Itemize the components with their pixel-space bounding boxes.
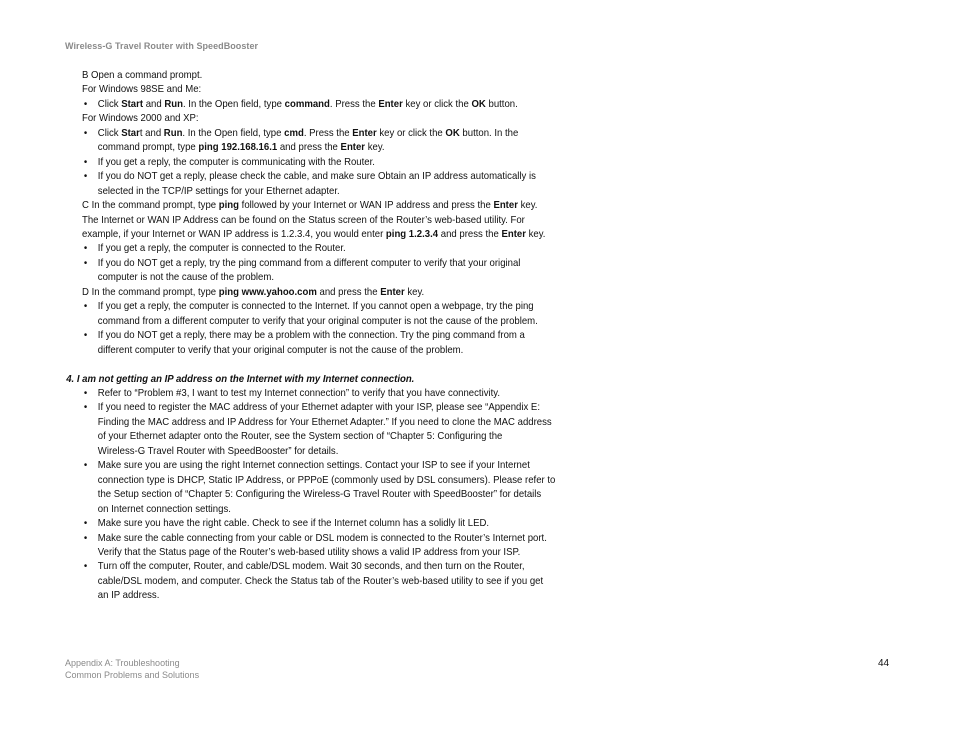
bold-term: Enter bbox=[340, 142, 366, 154]
text-line: computer is not the cause of the problem. bbox=[97, 272, 275, 284]
text-line: Verify that the Status page of the Router’s web-based utility shows a valid IP address from your ISP. bbox=[97, 547, 521, 558]
bold-term: OK bbox=[471, 98, 486, 110]
text-line: • If you do NOT get a reply, there may be a problem with the connection. Try the ping command from a bbox=[97, 330, 525, 342]
list-item bbox=[82, 170, 566, 199]
list-item bbox=[82, 401, 566, 459]
bold-term: Enter bbox=[501, 228, 526, 240]
text-line: • Refer to “Problem #3, I want to test my Internet connection” to verify that you have connectivity. bbox=[97, 388, 501, 400]
bold-term: Enter bbox=[380, 286, 405, 298]
rich-line: • Click Start and Run. In the Open field, type cmd. Press the Enter key or click the OK button. In the bbox=[97, 127, 519, 139]
bold-term: ping 192.168.16.1 bbox=[198, 142, 278, 154]
rich-line: • Click Start and Run. In the Open field, type command. Press the Enter key or click the OK button. bbox=[97, 98, 518, 110]
text-line: different computer to verify that your original computer is not the cause of the problem. bbox=[97, 344, 464, 356]
list-item bbox=[82, 127, 566, 156]
bold-term: ping bbox=[218, 200, 240, 212]
list-item bbox=[82, 242, 566, 256]
bold-term: cmd bbox=[284, 127, 304, 139]
text-line: • Make sure the cable connecting from your cable or DSL modem is connected to the Router’s Internet port. bbox=[97, 532, 547, 544]
text-line: of your Ethernet adapter onto the Router, see the System section of “Chapter 5: Configuring the bbox=[97, 431, 503, 443]
text-line: • If you do NOT get a reply, try the ping command from a different computer to verify that your original bbox=[97, 257, 521, 269]
problem-4-list bbox=[82, 387, 566, 604]
running-header: Wireless-G Travel Router with SpeedBooster bbox=[65, 41, 259, 51]
list-item bbox=[82, 300, 566, 329]
text-line: • Turn off the computer, Router, and cable/DSL modem. Wait 30 seconds, and then turn on the Router, bbox=[97, 561, 525, 573]
footer bbox=[65, 657, 199, 681]
text-line: command from a different computer to verify that your original computer is not the cause of the problem. bbox=[97, 315, 538, 327]
bold-term: Star bbox=[121, 127, 140, 139]
step-c: C In the command prompt, type ping followed by your Internet or WAN IP address and press the Enter key. bbox=[82, 200, 538, 212]
bold-term: command bbox=[284, 98, 330, 110]
rich-line: command prompt, type ping 192.168.16.1 and press the Enter key. bbox=[97, 142, 385, 154]
list-item bbox=[82, 459, 566, 517]
bold-term: Enter bbox=[378, 98, 403, 110]
list-item bbox=[82, 98, 566, 112]
list-item bbox=[82, 329, 566, 358]
text-line: • If you do NOT get a reply, please check the cable, and make sure Obtain an IP address automatically is bbox=[97, 171, 536, 183]
problem-4-text: 4. I am not getting an IP address on the Internet with my Internet connection. bbox=[66, 373, 415, 385]
bold-term: ping 1.2.3.4 bbox=[385, 228, 439, 240]
step-b: B Open a command prompt. bbox=[82, 70, 203, 81]
text-line: an IP address. bbox=[97, 590, 160, 602]
page-number: 44 bbox=[878, 658, 890, 669]
step-c-line2: The Internet or WAN IP Address can be found on the Status screen of the Router’s web-based utility. For bbox=[82, 214, 525, 226]
text-line: • If you get a reply, the computer is connected to the Internet. If you cannot open a webpage, try the ping bbox=[97, 301, 534, 313]
document-body bbox=[66, 69, 566, 604]
bold-term: Run bbox=[163, 127, 183, 139]
bold-term: Enter bbox=[493, 200, 518, 212]
list-item bbox=[82, 156, 566, 170]
list-item bbox=[82, 532, 566, 561]
problem-4-heading bbox=[66, 373, 566, 387]
text-line: • If you get a reply, the computer is communicating with the Router. bbox=[97, 156, 375, 168]
win2000-heading: For Windows 2000 and XP: bbox=[82, 113, 199, 125]
list-item bbox=[82, 257, 566, 286]
bold-term: Start bbox=[121, 98, 144, 110]
bold-term: Enter bbox=[352, 127, 377, 139]
text-line: • Make sure you have the right cable. Check to see if the Internet column has a solidly lit LED. bbox=[97, 518, 490, 530]
step-c-line3: example, if your Internet or WAN IP address is 1.2.3.4, you would enter ping 1.2.3.4 and press the Enter key. bbox=[82, 228, 546, 240]
step-d: D In the command prompt, type ping www.yahoo.com and press the Enter key. bbox=[82, 286, 425, 298]
list-item bbox=[82, 560, 566, 603]
text-line: • If you get a reply, the computer is connected to the Router. bbox=[97, 243, 346, 255]
list-item bbox=[82, 517, 566, 531]
footer-subsection: Common Problems and Solutions bbox=[65, 670, 200, 680]
text-line: the Setup section of “Chapter 5: Configuring the Wireless-G Travel Router with SpeedBooster” for details bbox=[97, 489, 542, 501]
text-line: Finding the MAC address and IP Address for Your Ethernet Adapter.” If you need to clone the MAC address bbox=[97, 416, 552, 428]
footer-section: Appendix A: Troubleshooting bbox=[65, 658, 180, 668]
text-line: • If you need to register the MAC address of your Ethernet adapter with your ISP, please see “Appendix E: bbox=[97, 402, 540, 414]
list-item bbox=[82, 387, 566, 401]
text-line: • Make sure you are using the right Internet connection settings. Contact your ISP to see if your Internet bbox=[97, 460, 530, 472]
text-line: connection type is DHCP, Static IP Address, or PPPoE (commonly used by DSL consumers). Please refer to bbox=[97, 474, 556, 486]
bold-term: OK bbox=[445, 127, 460, 139]
text-line: selected in the TCP/IP settings for your Ethernet adapter. bbox=[97, 185, 340, 197]
bold-term: ping www.yahoo.com bbox=[218, 286, 317, 298]
text-line: on Internet connection settings. bbox=[97, 503, 231, 515]
win98-heading: For Windows 98SE and Me: bbox=[82, 84, 202, 96]
text-line: cable/DSL modem, and computer. Check the Status tab of the Router’s web-based utility to see if you get bbox=[97, 575, 544, 587]
text-line: Wireless-G Travel Router with SpeedBooster” for details. bbox=[97, 445, 339, 457]
bold-term: Run bbox=[164, 98, 183, 110]
